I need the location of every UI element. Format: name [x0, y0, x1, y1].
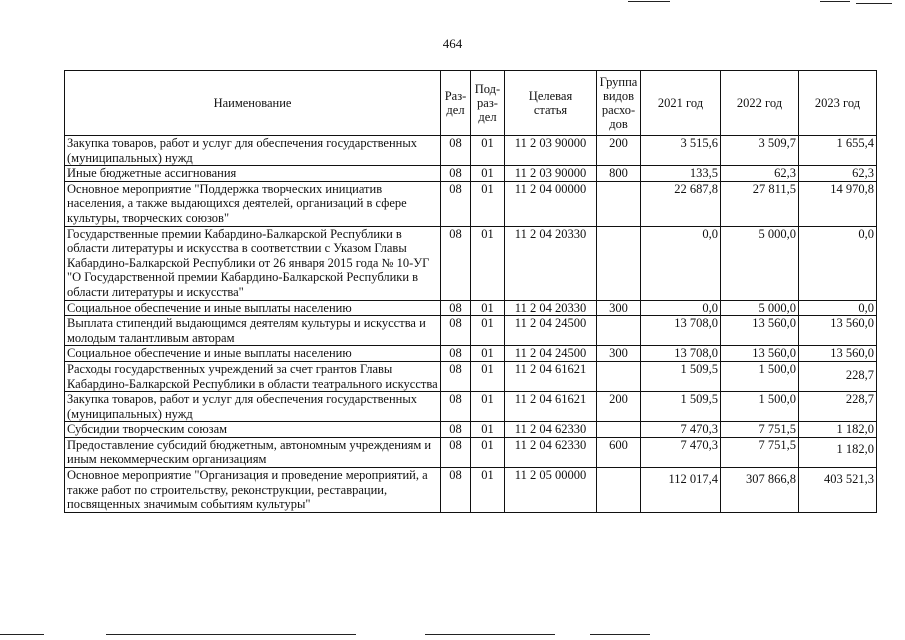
header-2023: 2023 год [799, 71, 877, 136]
row-target: 11 2 04 62330 [505, 437, 597, 467]
table-row [65, 226, 877, 300]
row-2021: 0,0 [641, 226, 721, 300]
header-group: Группа видов расхо- дов [597, 71, 641, 136]
scan-artifact-bottom [106, 634, 356, 635]
row-group [597, 316, 641, 346]
table-row [65, 346, 877, 362]
row-name: Социальное обеспечение и иные выплаты населению [65, 300, 441, 316]
row-section: 08 [441, 346, 471, 362]
row-subsection: 01 [471, 181, 505, 226]
row-target: 11 2 04 24500 [505, 346, 597, 362]
header-target: Целевая статья [505, 71, 597, 136]
row-name: Предоставление субсидий бюджетным, автономным учреждениям и иным некоммерческим организациям [65, 437, 441, 467]
table-row [65, 316, 877, 346]
table-row [65, 437, 877, 467]
row-name: Выплата стипендий выдающимся деятелям культуры и искусства и молодым талантливым авторам [65, 316, 441, 346]
row-2023: 62,3 [799, 166, 877, 182]
row-subsection: 01 [471, 316, 505, 346]
header-section: Раз- дел [441, 71, 471, 136]
row-name: Иные бюджетные ассигнования [65, 166, 441, 182]
row-2022: 3 509,7 [721, 136, 799, 166]
row-2022: 307 866,8 [721, 468, 799, 513]
row-2023: 403 521,3 [799, 468, 877, 513]
row-2022: 13 560,0 [721, 346, 799, 362]
row-group: 800 [597, 166, 641, 182]
header-subsection: Под- раз- дел [471, 71, 505, 136]
row-section: 08 [441, 392, 471, 422]
row-subsection: 01 [471, 468, 505, 513]
row-target: 11 2 03 90000 [505, 166, 597, 182]
row-group: 200 [597, 392, 641, 422]
row-name: Субсидии творческим союзам [65, 422, 441, 438]
row-group [597, 422, 641, 438]
row-2021: 13 708,0 [641, 346, 721, 362]
row-2023: 0,0 [799, 226, 877, 300]
row-2021: 1 509,5 [641, 392, 721, 422]
row-subsection: 01 [471, 392, 505, 422]
row-subsection: 01 [471, 422, 505, 438]
row-group: 600 [597, 437, 641, 467]
row-section: 08 [441, 468, 471, 513]
table-row [65, 361, 877, 391]
row-subsection: 01 [471, 361, 505, 391]
row-2022: 5 000,0 [721, 300, 799, 316]
row-subsection: 01 [471, 437, 505, 467]
table-row [65, 468, 877, 513]
row-target: 11 2 03 90000 [505, 136, 597, 166]
row-2022: 7 751,5 [721, 422, 799, 438]
scan-artifact-bottom [0, 634, 44, 635]
row-2023: 228,7 [799, 361, 877, 391]
header-name: Наименование [65, 71, 441, 136]
row-section: 08 [441, 300, 471, 316]
row-group [597, 226, 641, 300]
table-row [65, 166, 877, 182]
table-header-row [65, 71, 877, 136]
scan-artifact-top [856, 3, 892, 4]
row-name: Расходы государственных учреждений за счет грантов Главы Кабардино-Балкарской Республики в области театрального искусства [65, 361, 441, 391]
row-name: Закупка товаров, работ и услуг для обеспечения государственных (муниципальных) нужд [65, 136, 441, 166]
row-target: 11 2 04 20330 [505, 300, 597, 316]
row-group [597, 361, 641, 391]
header-2022: 2022 год [721, 71, 799, 136]
row-2022: 13 560,0 [721, 316, 799, 346]
row-subsection: 01 [471, 346, 505, 362]
row-name: Основное мероприятие "Организация и проведение мероприятий, а также работ по строительству, реконструкции, реставрации, посвященных значимым событиям культуры" [65, 468, 441, 513]
row-section: 08 [441, 422, 471, 438]
row-subsection: 01 [471, 300, 505, 316]
row-2023: 13 560,0 [799, 316, 877, 346]
row-2021: 13 708,0 [641, 316, 721, 346]
row-group: 200 [597, 136, 641, 166]
row-2023: 1 655,4 [799, 136, 877, 166]
row-section: 08 [441, 361, 471, 391]
row-subsection: 01 [471, 166, 505, 182]
row-target: 11 2 04 61621 [505, 361, 597, 391]
row-group: 300 [597, 300, 641, 316]
row-section: 08 [441, 181, 471, 226]
scan-artifact-bottom [590, 634, 650, 635]
row-2021: 3 515,6 [641, 136, 721, 166]
row-2021: 7 470,3 [641, 422, 721, 438]
row-2023: 13 560,0 [799, 346, 877, 362]
row-2021: 112 017,4 [641, 468, 721, 513]
row-group [597, 468, 641, 513]
table-row [65, 181, 877, 226]
scan-artifact-top [628, 1, 670, 2]
row-name: Закупка товаров, работ и услуг для обеспечения государственных (муниципальных) нужд [65, 392, 441, 422]
row-2022: 62,3 [721, 166, 799, 182]
row-2022: 1 500,0 [721, 392, 799, 422]
row-target: 11 2 04 62330 [505, 422, 597, 438]
row-2022: 1 500,0 [721, 361, 799, 391]
page-number: 464 [442, 36, 463, 51]
table-row [65, 300, 877, 316]
row-section: 08 [441, 166, 471, 182]
row-2021: 0,0 [641, 300, 721, 316]
row-target: 11 2 05 00000 [505, 468, 597, 513]
row-2021: 7 470,3 [641, 437, 721, 467]
scan-artifact-bottom [425, 634, 555, 635]
row-section: 08 [441, 136, 471, 166]
budget-table [64, 70, 877, 513]
row-2023: 14 970,8 [799, 181, 877, 226]
row-section: 08 [441, 437, 471, 467]
row-2022: 7 751,5 [721, 437, 799, 467]
row-section: 08 [441, 316, 471, 346]
row-2023: 228,7 [799, 392, 877, 422]
row-target: 11 2 04 00000 [505, 181, 597, 226]
header-2021: 2021 год [641, 71, 721, 136]
row-target: 11 2 04 20330 [505, 226, 597, 300]
table-row [65, 422, 877, 438]
row-2023: 1 182,0 [799, 437, 877, 467]
table-row [65, 392, 877, 422]
scan-artifact-top [820, 1, 850, 2]
row-group: 300 [597, 346, 641, 362]
row-2023: 0,0 [799, 300, 877, 316]
row-name: Государственные премии Кабардино-Балкарской Республики в области литературы и искусства в соответствии с Указом Главы Кабардино-Балкарской Республики от 26 января 2015 года № 10-УГ "О Государственной премии Кабардино-Балкарской Республики в области литературы и искусства" [65, 226, 441, 300]
row-2021: 1 509,5 [641, 361, 721, 391]
row-2021: 22 687,8 [641, 181, 721, 226]
row-section: 08 [441, 226, 471, 300]
row-2022: 5 000,0 [721, 226, 799, 300]
row-target: 11 2 04 61621 [505, 392, 597, 422]
row-2021: 133,5 [641, 166, 721, 182]
row-group [597, 181, 641, 226]
table-row [65, 136, 877, 166]
row-2022: 27 811,5 [721, 181, 799, 226]
row-name: Социальное обеспечение и иные выплаты населению [65, 346, 441, 362]
row-2023: 1 182,0 [799, 422, 877, 438]
row-target: 11 2 04 24500 [505, 316, 597, 346]
row-name: Основное мероприятие "Поддержка творческих инициатив населения, а также выдающихся деятелей, организаций в сфере культуры, творческих союзов" [65, 181, 441, 226]
row-subsection: 01 [471, 226, 505, 300]
row-subsection: 01 [471, 136, 505, 166]
